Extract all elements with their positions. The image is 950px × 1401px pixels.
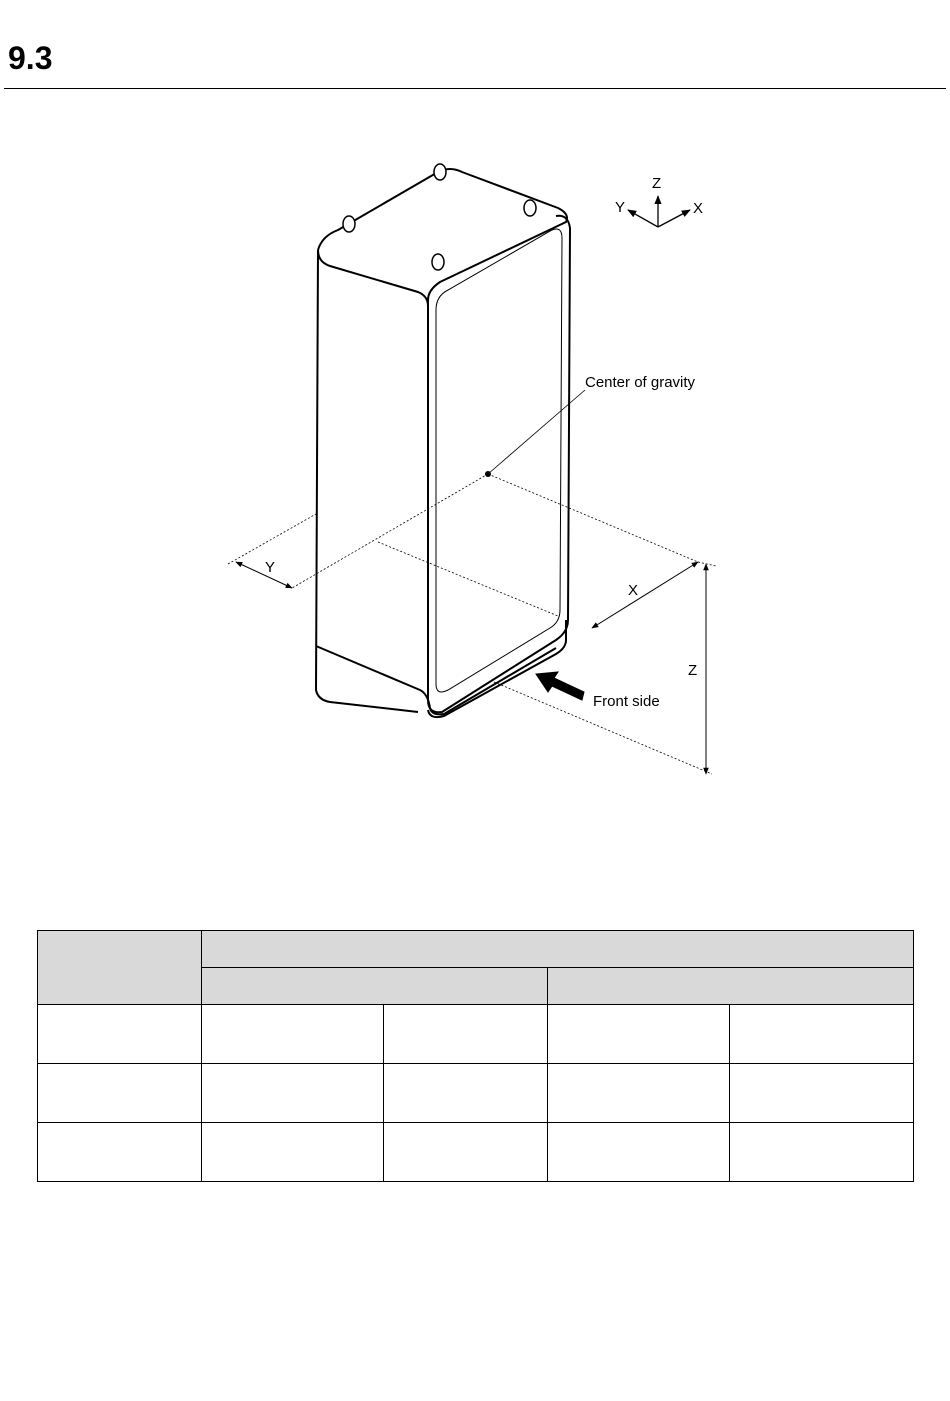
table-row — [38, 1123, 914, 1182]
table-header-cell — [38, 931, 202, 1005]
cabinet-door — [436, 229, 562, 692]
table-cell — [384, 1123, 548, 1182]
table-header-cell — [202, 931, 914, 968]
table-cell — [202, 1005, 384, 1064]
axis-triad — [628, 196, 690, 227]
table-cell — [548, 1123, 730, 1182]
center-of-gravity-table — [37, 930, 914, 1182]
table-cell — [202, 1064, 384, 1123]
table-cell — [38, 1005, 202, 1064]
dimension-label-z: Z — [688, 662, 698, 679]
dimension-lines — [228, 474, 716, 774]
table-cell — [38, 1064, 202, 1123]
section-number: 9.3 — [8, 40, 53, 76]
axis-label-z: Z — [652, 175, 662, 192]
table-cell — [730, 1064, 914, 1123]
table-cell — [730, 1005, 914, 1064]
lifting-eye-icons — [343, 164, 536, 270]
table-header-cell — [548, 968, 914, 1005]
dimension-label-y: Y — [265, 559, 276, 576]
table-cell — [548, 1064, 730, 1123]
table-cell — [548, 1005, 730, 1064]
table-header-cell — [202, 968, 548, 1005]
cabinet-outline — [316, 169, 570, 717]
cog-leader-line — [488, 390, 585, 474]
table-cell — [384, 1064, 548, 1123]
center-of-gravity-label: Center of gravity — [585, 374, 696, 391]
axis-label-y: Y — [615, 199, 626, 216]
front-side-arrow-icon — [536, 672, 584, 700]
table-cell — [202, 1123, 384, 1182]
dimension-label-x: X — [628, 582, 639, 599]
table-header-row — [38, 931, 914, 968]
table-cell — [384, 1005, 548, 1064]
front-side-label: Front side — [593, 693, 660, 710]
table-row — [38, 1064, 914, 1123]
table-row — [38, 1005, 914, 1064]
axis-label-x: X — [693, 200, 704, 217]
table-cell — [730, 1123, 914, 1182]
table-cell — [38, 1123, 202, 1182]
